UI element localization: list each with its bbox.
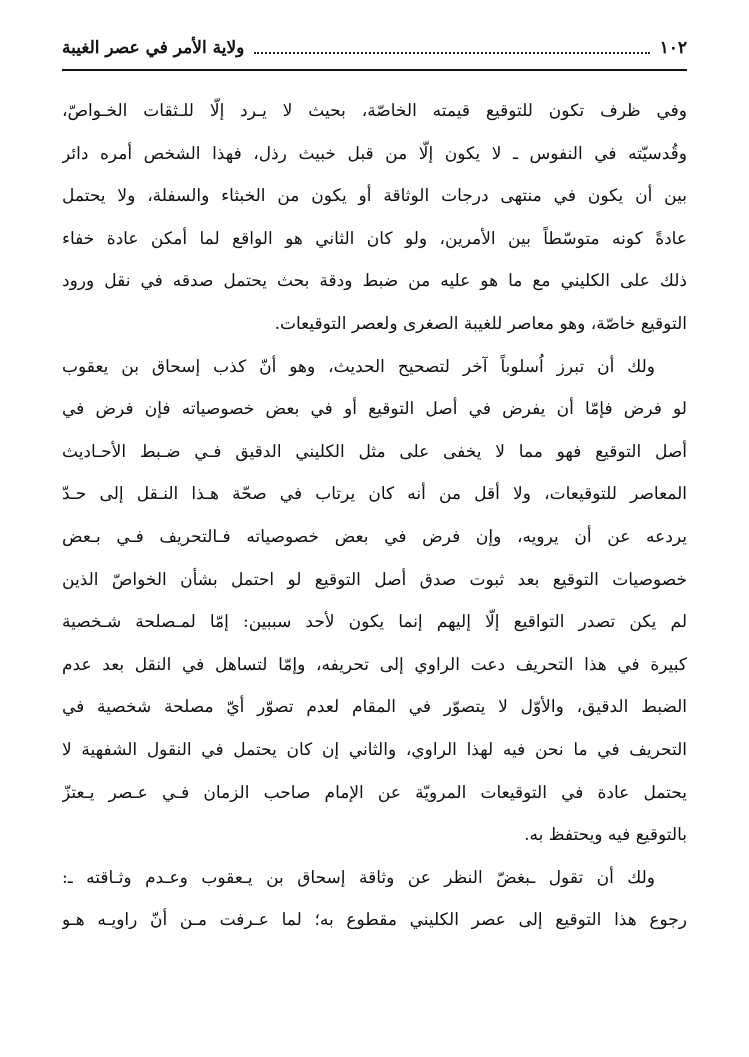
text-line: المعاصر للتوقيعات، ولا أقل من أنه كان يرتاب في صحّة هـذا النـقل إلى حـدّ [62,484,687,505]
text-line: بين أن يكون في منتهى درجات الوثاقة أو يكون من الخبثاء والسفلة، ولا يحتمل [62,186,687,207]
running-title: ولاية الأمر في عصر الغيبة [62,38,245,58]
text-line: رجوع هذا التوقيع إلى عصر الكليني مقطوع به؛ لما عـرفت مـن أنّ راويـه هـو [62,910,687,931]
text-line: عادةً كونه متوسّطاً بين الأمرين، ولو كان الثاني هو الواقع لما أمكن عادة خفاء [62,228,687,249]
text-line: يردعه عن أن يرويه، وإن فرض في بعض خصوصياته فـالتحريف فـي بـعض [62,526,687,547]
text-line: التحريف في ما نحن فيه لهذا الراوي، والثاني إن كان يحتمل في النقول الشفهية لا [62,739,687,760]
text-line: بالتوقيع فيه ويحتفظ به. [524,825,687,846]
running-header [62,30,687,66]
text-line: وقُدسيّته في النفوس ـ لا يكون إلّا من قبل خبيث رذل، فهذا الشخص أمره دائر [62,143,687,164]
text-line: ذلك على الكليني مع ما هو عليه من ضبط ودقة بحث يحتمل صدقه في نقل ورود [62,271,687,292]
dotted-leader [254,52,649,54]
page-number: ١٠٢ [659,38,687,58]
text-line: ولك أن تبرز اُسلوباً آخر لتصحيح الحديث، وهو أنّ كذب إسحاق بن يعقوب [62,356,655,377]
text-line: ولك أن تقول ـبغضّ النظر عن وثاقة إسحاق بن يـعقوب وعـدم وثـاقته ـ: [62,867,655,888]
text-line: أصل التوقيع فهو مما لا يخفى على مثل الكليني الدقيق فـي ضـبط الأحـاديث [62,441,687,462]
text-line: لم يكن تصدر التواقيع إلّا إليهم إنما يكون لأحد سببين: إمّا لمـصلحة شـخصية [62,612,687,633]
text-line: يحتمل عادة في التوقيعات المرويّة عن الإمام صاحب الزمان فـي عـصر يـعتزّ [62,782,687,803]
text-line: خصوصيات التوقيع بعد ثبوت صدق أصل التوقيع لو احتمل بشأن الخواصّ الذين [62,569,687,590]
text-line: وفي ظرف تكون للتوقيع قيمته الخاصّة، بحيث لا يـرد إلّا للـثقات الخـواصّ، [62,101,687,121]
text-line: الضبط الدقيق، والأوّل لا يتصوّر في المقام لعدم تصوّر أيّ مصلحة شخصية في [62,697,687,718]
text-line: كبيرة في هذا التحريف دعت الراوي إلى تحريفه، وإمّا لتساهل في النقل بعد عدم [62,654,687,675]
header-rule [62,69,687,71]
text-line: التوقيع خاصّة، وهو معاصر للغيبة الصغرى ولعصر التوقيعات. [274,313,687,334]
text-line: لو فرض فإمّا أن يفرض في أصل التوقيع أو في بعض خصوصياته فإن فرض في [62,399,687,420]
body-text [62,90,687,942]
